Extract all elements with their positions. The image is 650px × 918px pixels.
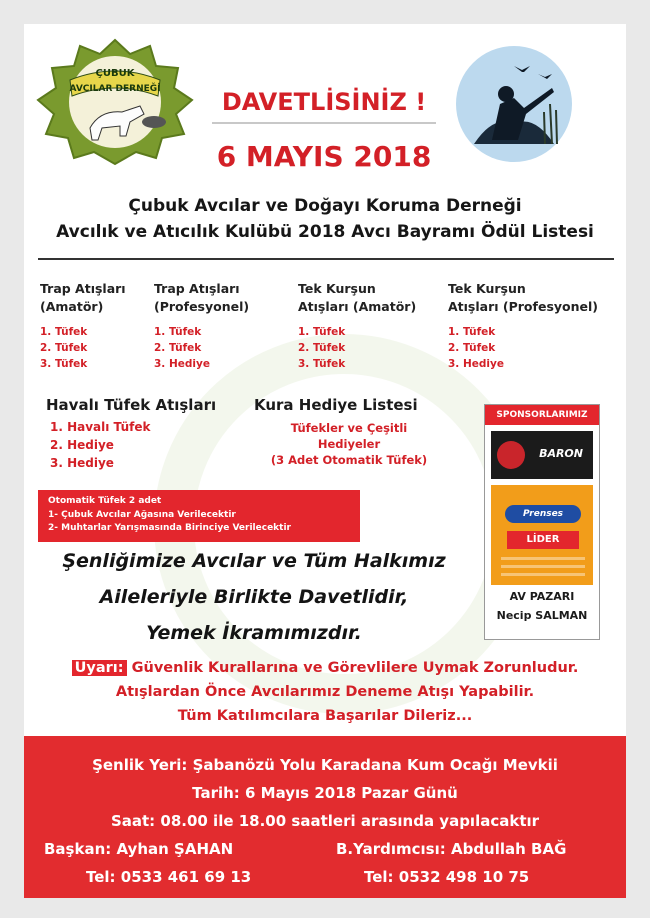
list-item: 1. Tüfek xyxy=(298,326,346,338)
list-item: 3. Tüfek xyxy=(298,358,346,370)
section-havali xyxy=(46,396,216,472)
list-item: 1. Tüfek xyxy=(40,326,88,338)
sponsors-heading: SPONSORLARIMIZ xyxy=(485,405,599,425)
footer-place: Şenlik Yeri: Şabanözü Yolu Karadana Kum Ocağı Mevkii xyxy=(92,756,558,774)
invite-underline xyxy=(212,122,436,124)
column-tek-kursun-profesyonel xyxy=(448,280,598,372)
kura-line: Hediyeler xyxy=(317,437,381,451)
footer-tel-1: Tel: 0533 461 69 13 xyxy=(86,868,252,886)
footer-info xyxy=(24,736,626,898)
list-item: 2. Tüfek xyxy=(448,342,496,354)
festival-line: Aileleriyle Birlikte Davetlidir, xyxy=(99,586,409,608)
poster xyxy=(24,24,626,898)
note-title: Otomatik Tüfek 2 adet xyxy=(48,496,162,506)
note-box xyxy=(38,490,360,542)
event-date-title: 6 MAYIS 2018 xyxy=(216,140,432,173)
list-item: 3. Tüfek xyxy=(40,358,88,370)
footer-vice: B.Yardımcısı: Abdullah BAĞ xyxy=(336,840,567,858)
list-item: 1. Tüfek xyxy=(448,326,496,338)
warning-label: Uyarı: xyxy=(72,660,127,676)
column-subtitle: Atışları (Amatör) xyxy=(298,299,417,314)
organization-name: Çubuk Avcılar ve Doğayı Koruma Derneği xyxy=(128,196,522,216)
section-title: Havalı Tüfek Atışları xyxy=(46,396,217,414)
list-item: 2. Tüfek xyxy=(154,342,202,354)
footer-tel-2: Tel: 0532 498 10 75 xyxy=(364,868,530,886)
sponsor-baron-text: BARON xyxy=(539,447,583,460)
list-item: 3. Hediye xyxy=(448,358,504,370)
sponsor-prenses-text: Prenses xyxy=(505,505,581,523)
column-subtitle: (Amatör) xyxy=(40,299,104,314)
svg-text:ÇUBUK: ÇUBUK xyxy=(95,68,135,79)
list-item: 2. Tüfek xyxy=(298,342,346,354)
footer-date: Tarih: 6 Mayıs 2018 Pazar Günü xyxy=(192,784,458,802)
footer-time: Saat: 08.00 ile 18.00 saatleri arasında yapılacaktır xyxy=(110,812,540,830)
festival-line: Yemek İkramımızdır. xyxy=(146,622,362,644)
sponsor-prenses-logo xyxy=(491,485,593,585)
note-line: 1- Çubuk Avcılar Ağasına Verilecektir xyxy=(48,510,236,520)
list-item: 2. Tüfek xyxy=(40,342,88,354)
sponsor-lider-text: LİDER xyxy=(507,531,579,549)
warning-line: Atışlardan Önce Avcılarımız Deneme Atışı Yapabilir. xyxy=(115,684,535,700)
column-title: Trap Atışları xyxy=(40,281,126,296)
festival-line: Şenliğimize Avcılar ve Tüm Halkımız xyxy=(62,550,446,572)
invite-title: DAVETLİSİNİZ ! xyxy=(221,88,427,116)
svg-text:AVCILAR DERNEĞİ: AVCILAR DERNEĞİ xyxy=(69,84,161,94)
sponsor-name-line: AV PAZARI xyxy=(509,590,575,603)
list-item: 3. Hediye xyxy=(50,456,114,470)
footer-president: Başkan: Ayhan ŞAHAN xyxy=(44,840,234,858)
divider xyxy=(38,258,614,260)
list-item: 2. Hediye xyxy=(50,438,114,452)
sponsor-name-line: Necip SALMAN xyxy=(496,609,588,622)
list-item: 1. Tüfek xyxy=(154,326,202,338)
baron-emblem-icon xyxy=(497,441,525,469)
column-title: Trap Atışları xyxy=(154,281,240,296)
section-title: Kura Hediye Listesi xyxy=(254,396,418,414)
column-title: Tek Kurşun xyxy=(298,281,376,296)
column-tek-kursun-amator xyxy=(298,280,416,372)
warning-line: Tüm Katılımcılara Başarılar Dileriz... xyxy=(177,708,473,724)
column-subtitle: (Profesyonel) xyxy=(154,299,250,314)
column-title: Tek Kurşun xyxy=(448,281,526,296)
column-trap-profesyonel xyxy=(154,280,249,372)
kura-line: Tüfekler ve Çeşitli xyxy=(290,421,408,435)
column-trap-amator xyxy=(40,280,126,372)
section-kura xyxy=(254,396,444,468)
award-list-title: Avcılık ve Atıcılık Kulübü 2018 Avcı Bayramı Ödül Listesi xyxy=(56,222,594,242)
column-subtitle: Atışları (Profesyonel) xyxy=(448,299,598,314)
sponsors-box xyxy=(484,404,600,640)
warning-text: Güvenlik Kurallarına ve Görevlilere Uymak Zorunludur. xyxy=(126,660,579,676)
sponsor-baron-logo xyxy=(491,431,593,479)
list-item: 3. Hediye xyxy=(154,358,210,370)
list-item: 1. Havalı Tüfek xyxy=(50,420,151,434)
kura-line: (3 Adet Otomatik Tüfek) xyxy=(270,453,428,467)
warning-line xyxy=(24,660,626,676)
note-line: 2- Muhtarlar Yarışmasında Birinciye Verilecektir xyxy=(48,523,291,533)
